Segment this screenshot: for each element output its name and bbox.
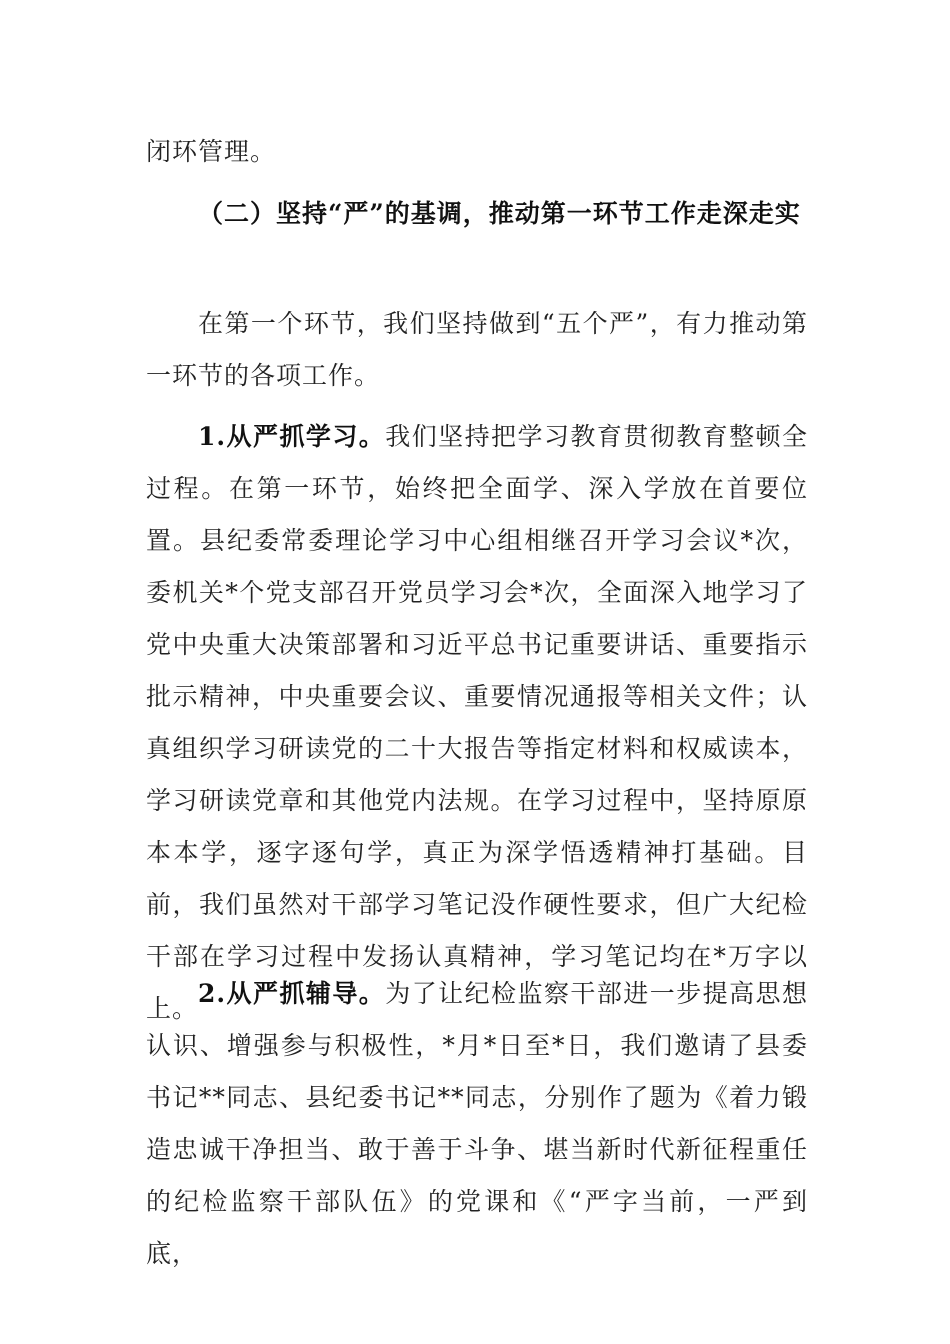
item-lead-study: 1.从严抓学习。 [198, 422, 386, 451]
intro-paragraph: 在第一个环节，我们坚持做到“五个严”，有力推动第一环节的各项工作。 [146, 309, 808, 390]
continuation-paragraph: 闭环管理。 [146, 137, 277, 166]
item-body-study: 我们坚持把学习教育贯彻教育整顿全过程。在第一环节，始终把全面学、深入学放在首要位置。县纪委常委理论学习中心组相继召开学习会议*次，委机关*个党支部召开党员学习会*次，全面深入地学习了党中央重大决策部署和习近平总书记重要讲话、重要指示批示精神，中央重要会议、重要情况通报等相关文件；认真组织学习研读党的二十大报告等指定材料和权威读本，学习研读党章和其他党内法规。在学习过程中，坚持原原本本学，逐字逐句学，真正为深学悟透精神打基础。目前，我们虽然对干部学习笔记没作硬性要求，但广大纪检干部在学习过程中发扬认真精神，学习笔记均在*万字以上。 [146, 422, 808, 1023]
item-paragraph-study [146, 411, 808, 1035]
item-body-guidance: 为了让纪检监察干部进一步提高思想认识、增强参与积极性，*月*日至*日，我们邀请了县委书记**同志、县纪委书记**同志，分别作了题为《着力锻造忠诚干净担当、敢于善于斗争、堪当新时代新征程重任的纪检监察干部队伍》的党课和《“严字当前，一严到底， [146, 979, 808, 1268]
item-paragraph-guidance [146, 968, 808, 1280]
section-subheading: （二）坚持“严”的基调，推动第一环节工作走深走实 [198, 199, 801, 228]
item-lead-guidance: 2.从严抓辅导。 [198, 979, 386, 1008]
